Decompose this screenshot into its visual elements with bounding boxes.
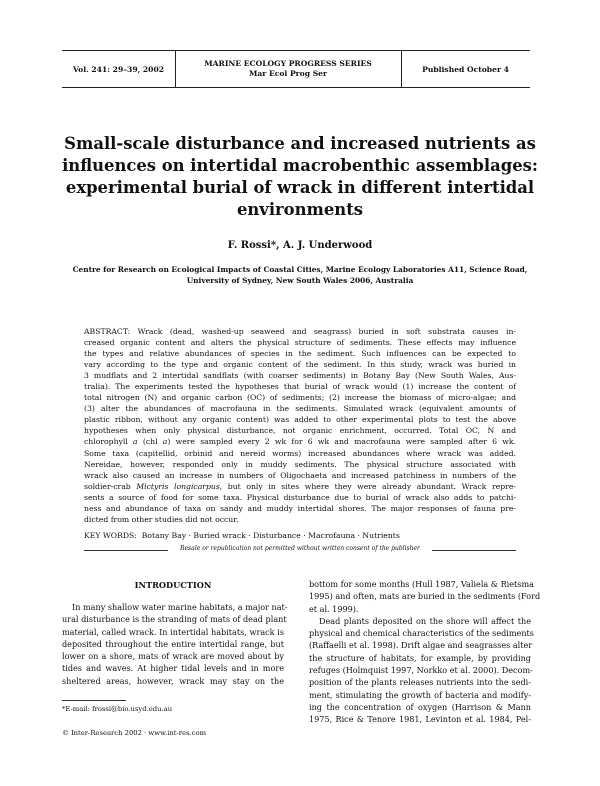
journal-abbrev: Mar Ecol Prog Ser xyxy=(248,69,328,78)
abstract-line: Nereidae, however, responded only in muddy sediments. The physical structure associated with xyxy=(84,459,516,469)
body-line: 1975, Rice & Tenore 1981, Levinton et al. 1984, Pel- xyxy=(309,714,531,725)
body-column-left xyxy=(62,601,288,687)
body-line: material, called wrack. In intertidal habitats, wrack is xyxy=(62,626,284,637)
abstract xyxy=(84,326,516,525)
body-line: 1995) and often, mats are buried in the sediments (Ford xyxy=(309,591,541,602)
body-line: physical and chemical characteristics of the sediments xyxy=(309,628,534,639)
body-line: ural disturbance is the stranding of mats of dead plant xyxy=(62,614,287,625)
section-heading: INTRODUCTION xyxy=(134,580,212,590)
body-line: ing the concentration of oxygen (Harrison & Mann xyxy=(309,701,531,712)
body-line: deposited throughout the entire intertidal range, but xyxy=(62,638,284,649)
resale-notice: Resale or republication not permitted without written consent of the publisher xyxy=(180,545,420,552)
abstract-line: ABSTRACT: Wrack (dead, washed-up seaweed and seagrass) buried in soft substrata causes in- xyxy=(84,327,516,336)
keywords-label: KEY WORDS: xyxy=(84,531,137,540)
abstract-line: (3) alter the abundances of macrofauna in the sediments. Simulated wrack (equivalent amounts of xyxy=(84,404,516,414)
copyright: © Inter-Research 2002 · www.int-res.com xyxy=(62,729,207,737)
body-line: Dead plants deposited on the shore will affect the xyxy=(319,615,531,626)
journal-name: MARINE ECOLOGY PROGRESS SERIES xyxy=(204,59,372,68)
body-line: lower on a shore, mats of wrack are moved about by xyxy=(62,651,284,662)
abstract-line: soldier-crab Mictyris longicarpus, but only in sites where they were already abundant. Wrack repre- xyxy=(84,481,516,491)
abstract-line: creased organic content and alters the physical structure of sediments. These effects may influence xyxy=(84,338,516,348)
abstract-line: chlorophyll a (chl a) were sampled every 2 wk for 6 wk and macrofauna were sampled after 6 wk. xyxy=(84,437,516,447)
affiliation-line: University of Sydney, New South Wales 2006, Australia xyxy=(186,275,414,285)
abstract-line: the types and relative abundances of species in the sediment. Such influences can be expected to xyxy=(84,349,516,359)
body-line: (Raffaelli et al. 1998). Drift algae and seagrasses alter xyxy=(309,640,533,651)
footnote-email: *E-mail: frossi@bio.usyd.edu.au xyxy=(62,705,173,713)
affiliation xyxy=(60,265,540,286)
title-line: environments xyxy=(236,200,364,219)
body-line: et al. 1999). xyxy=(309,603,359,614)
abstract-line: total nitrogen (N) and organic carbon (OC) of sediments; (2) increase the biomass of micro-algae; and xyxy=(84,393,516,403)
body-line: tides and waves. At higher tidal levels and in more xyxy=(62,663,284,674)
species-name: Mictyris longicarpus xyxy=(136,481,220,491)
journal-name-block xyxy=(175,51,402,87)
body-line: sheltered areas, however, wrack may stay on the xyxy=(62,675,284,686)
abstract-line: tralia). The experiments tested the hypotheses that burial of wrack would (1) increase the content of xyxy=(84,382,516,392)
abstract-line: Some taxa (capitellid, orbinid and nereid worms) increased abundances where wrack was added. xyxy=(84,448,516,458)
journal-header xyxy=(62,50,530,88)
body-line: position of the plants releases nutrients into the sedi- xyxy=(309,677,531,688)
body-line: refuges (Holmquist 1997, Norkko et al. 2000). Decom- xyxy=(309,665,533,676)
keywords xyxy=(84,531,516,540)
abstract-line: wrack also caused an increase in numbers of Oligochaeta and increased patchiness in numbers of the xyxy=(84,470,516,480)
body-column-right xyxy=(309,578,541,726)
abstract-line: hypotheses when only physical disturbance, not organic enrichment, occurred. Total OC, N and xyxy=(84,426,516,436)
title-line: experimental burial of wrack in different intertidal xyxy=(65,178,535,197)
keywords-text: Botany Bay · Buried wrack · Disturbance · Macrofauna · Nutrients xyxy=(141,531,400,540)
body-line: ment, stimulating the growth of bacteria and modify- xyxy=(309,689,531,700)
title-line: influences on intertidal macrobenthic assemblages: xyxy=(62,156,538,175)
affiliation-line: Centre for Research on Ecological Impacts of Coastal Cities, Marine Ecology Laboratories A11, Science Road, xyxy=(72,265,528,274)
body-line: In many shallow water marine habitats, a major nat- xyxy=(72,602,288,612)
abstract-line: vary according to the type and organic content of the sediment. In this study, wrack was buried in xyxy=(84,360,516,370)
abstract-line: sents a source of food for some taxa. Physical disturbance due to burial of wrack also adds to patchi- xyxy=(84,492,516,502)
abstract-label: ABSTRACT: xyxy=(84,327,131,336)
body-line: the structure of habitats, for example, by providing xyxy=(309,652,531,663)
volume-info: Vol. 241: 29–39, 2002 xyxy=(62,51,176,87)
authors: F. Rossi*, A. J. Underwood xyxy=(227,240,373,251)
abstract-line: 3 mudflats and 2 intertidal sandflats (with coarser sediments) in Botany Bay (New South Wales, Aus- xyxy=(84,371,516,381)
title-line: Small-scale disturbance and increased nutrients as xyxy=(64,134,536,153)
published-date: Published October 4 xyxy=(422,64,509,74)
abstract-line: dicted from other studies did not occur. xyxy=(84,514,239,524)
abstract-line: plastic ribbon, without any organic content) was added to other experimental plots to test the above xyxy=(84,415,516,425)
abstract-line: ness and abundance of taxa on sandy and muddy intertidal shores. The major responses of fauna pre- xyxy=(84,503,516,513)
footnote-divider xyxy=(62,700,126,701)
paper-title xyxy=(60,133,540,221)
body-line: bottom for some months (Hull 1987, Valiela & Rietsma xyxy=(309,579,534,589)
